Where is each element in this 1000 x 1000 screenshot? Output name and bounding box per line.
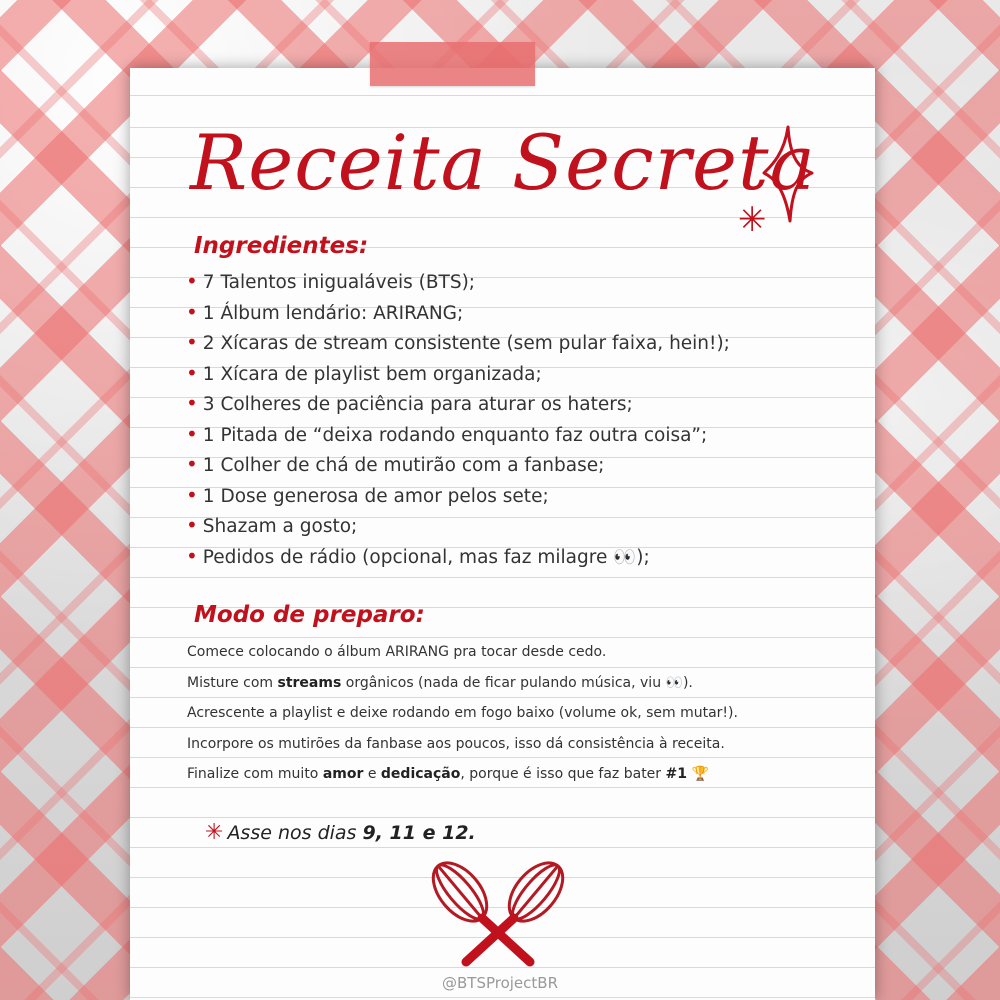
step-text: Incorpore os mutirões da fanbase aos poucos, isso dá consistência à receita. — [187, 735, 725, 752]
ingredient-item — [186, 449, 730, 480]
step-text: Misture com — [187, 674, 278, 691]
asterisk-icon: ✳ — [205, 820, 224, 845]
step-emphasis: #1 — [665, 766, 687, 782]
asterisk-icon: ✳ — [738, 200, 767, 240]
ingredient-item — [186, 266, 730, 297]
sparkle-icon — [760, 125, 816, 225]
step-text: Finalize com muito — [187, 766, 323, 782]
ingredient-text: 1 Álbum lendário: ARIRANG; — [202, 302, 464, 324]
bullet-icon: • — [186, 513, 198, 537]
ingredient-item — [186, 327, 730, 358]
ingredient-text: Shazam a gosto; — [202, 516, 358, 537]
ingredient-item — [186, 297, 730, 328]
bake-note — [205, 820, 476, 845]
ingredient-item — [186, 358, 730, 389]
crossed-whisks-icon — [418, 852, 578, 967]
ingredient-item — [186, 480, 730, 511]
method-step — [187, 760, 738, 791]
step-emphasis: amor — [322, 766, 364, 782]
credit-handle: @BTSProjectBR — [441, 974, 558, 992]
bullet-icon: • — [186, 269, 198, 293]
ingredient-item — [186, 510, 730, 541]
bullet-icon: • — [186, 391, 198, 415]
bake-days: 9, 11 e 12. — [362, 822, 476, 844]
ingredient-text: 2 Xícaras de stream consistente (sem pular faixa, hein!); — [202, 333, 730, 354]
bullet-icon: • — [186, 452, 198, 476]
ingredient-text: Pedidos de rádio (opcional, mas faz milagre 👀); — [202, 546, 650, 568]
bullet-icon: • — [186, 330, 198, 354]
bullet-icon: • — [186, 543, 198, 568]
ingredient-text: 1 Pitada de “deixa rodando enquanto faz outra coisa”; — [202, 424, 708, 446]
bullet-icon: • — [186, 360, 198, 385]
method-step — [187, 669, 738, 700]
step-text: Comece colocando o álbum ARIRANG pra tocar desde cedo. — [187, 644, 607, 660]
bullet-icon: • — [186, 299, 198, 324]
method-step — [187, 638, 738, 669]
method-step — [187, 730, 738, 761]
ingredients-list — [186, 266, 730, 571]
method-steps-list — [187, 638, 738, 791]
step-text: , porque é isso que faz bater — [460, 766, 666, 782]
ingredient-text: 7 Talentos inigualáveis (BTS); — [202, 272, 476, 293]
ingredient-item — [186, 541, 730, 572]
page-title: Receita Secreta — [190, 118, 816, 207]
bullet-icon: • — [186, 482, 198, 507]
step-emphasis: dedicação — [380, 766, 461, 782]
bake-prefix: Asse nos dias — [227, 822, 363, 844]
tape-strip — [370, 42, 535, 86]
ingredient-item — [186, 388, 730, 419]
ingredient-item — [186, 419, 730, 450]
step-emphasis: streams — [277, 674, 342, 691]
ingredient-text: 1 Xícara de playlist bem organizada; — [202, 363, 542, 385]
step-text: Acrescente a playlist e deixe rodando em fogo baixo (volume ok, sem mutar!). — [187, 705, 738, 721]
ingredients-heading: Ingredientes: — [194, 233, 369, 259]
method-heading: Modo de preparo: — [194, 602, 425, 628]
step-text: e — [363, 766, 381, 782]
ingredient-text: 1 Colher de chá de mutirão com a fanbase; — [202, 455, 605, 476]
bullet-icon: • — [186, 421, 198, 446]
step-text: 🏆 — [687, 766, 709, 782]
step-text: orgânicos (nada de ficar pulando música, viu 👀). — [341, 674, 693, 691]
method-step — [187, 699, 738, 730]
ingredient-text: 1 Dose generosa de amor pelos sete; — [202, 485, 549, 507]
ingredient-text: 3 Colheres de paciência para aturar os haters; — [202, 394, 633, 415]
